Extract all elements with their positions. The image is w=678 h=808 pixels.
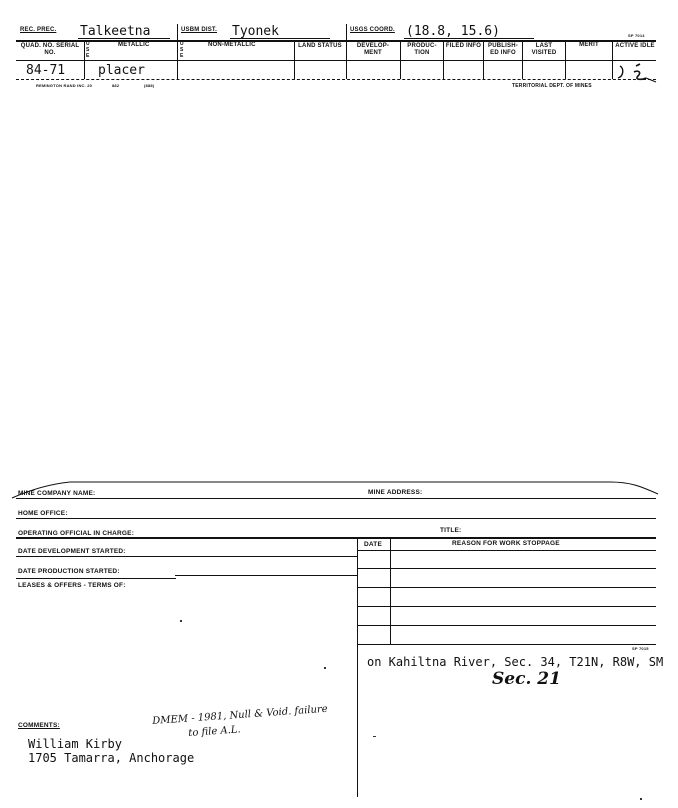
quad-serial-header: QUAD. NO. SERIAL NO. bbox=[20, 43, 80, 56]
footer-code2: (888) bbox=[144, 83, 155, 88]
leases-label: LEASES & OFFERS - TERMS OF: bbox=[18, 582, 126, 589]
date-column-header: DATE bbox=[364, 541, 383, 548]
footer-dept: TERRITORIAL DEPT. OF MINES bbox=[512, 83, 592, 89]
location-text: on Kahiltna River, Sec. 34, T21N, R8W, SM bbox=[367, 655, 664, 669]
non-metallic-header: NON-METALLIC bbox=[208, 42, 256, 48]
stray-mark bbox=[373, 736, 376, 737]
comment-line1: William Kirby bbox=[28, 737, 122, 751]
use-letters-nonmetallic: U S E bbox=[180, 41, 184, 59]
comments-label: COMMENTS: bbox=[18, 722, 60, 729]
usbm-dist-label: USBM DIST. bbox=[181, 27, 218, 33]
footer-printer: REMINGTON RAND INC. 20 bbox=[36, 83, 93, 88]
metallic-value: placer bbox=[98, 63, 145, 78]
comment-handwritten-line2: to file A.L. bbox=[188, 724, 242, 739]
production-header: PRODUC-TION bbox=[407, 43, 437, 56]
location-correction-handwritten: Sec. 21 bbox=[492, 669, 561, 689]
operating-official-label: OPERATING OFFICIAL IN CHARGE: bbox=[18, 530, 135, 537]
metallic-header: METALLIC bbox=[118, 42, 150, 48]
footer-code1: 882 bbox=[112, 83, 120, 88]
filed-info-header: FILED INFO bbox=[445, 43, 482, 49]
usbm-dist-value: Tyonek bbox=[232, 24, 279, 39]
last-visited-header: LAST VISITED bbox=[531, 43, 557, 56]
merit-header: MERIT bbox=[579, 42, 599, 48]
quad-serial-value: 84-71 bbox=[26, 63, 66, 78]
stray-mark bbox=[640, 798, 642, 800]
mine-company-name-label: MINE COMPANY NAME: bbox=[18, 490, 96, 497]
development-header: DEVELOP-MENT bbox=[356, 43, 390, 56]
rec-prec-label: REC. PREC. bbox=[20, 27, 57, 33]
active-idle-header: ACTIVE IDLE bbox=[615, 43, 655, 49]
comment-handwritten-line1: DMEM - 1981, Null & Void. failure bbox=[152, 703, 329, 727]
card-edge bbox=[10, 470, 670, 500]
form-number-bottom: SP 7015 bbox=[632, 646, 649, 651]
stray-mark bbox=[180, 620, 182, 622]
rec-prec-value: Talkeetna bbox=[80, 24, 151, 39]
date-dev-started-label: DATE DEVELOPMENT STARTED: bbox=[18, 548, 126, 555]
comment-line2: 1705 Tamarra, Anchorage bbox=[28, 751, 195, 765]
land-status-header: LAND STATUS bbox=[298, 43, 342, 49]
form-number-top: SP 7014 bbox=[628, 33, 645, 38]
title-label: TITLE: bbox=[440, 527, 462, 534]
mine-address-label: MINE ADDRESS: bbox=[368, 489, 423, 496]
home-office-label: HOME OFFICE: bbox=[18, 510, 68, 517]
usgs-coord-value: (18.8, 15.6) bbox=[406, 24, 500, 39]
check-mark-icon bbox=[612, 60, 658, 84]
published-info-header: PUBLISH-ED INFO bbox=[488, 43, 518, 56]
reason-column-header: REASON FOR WORK STOPPAGE bbox=[452, 540, 560, 547]
use-letters-metallic: U S E bbox=[86, 41, 90, 59]
date-prod-started-label: DATE PRODUCTION STARTED: bbox=[18, 568, 120, 575]
usgs-coord-label: USGS COORD. bbox=[350, 27, 395, 33]
stray-mark bbox=[324, 667, 326, 669]
